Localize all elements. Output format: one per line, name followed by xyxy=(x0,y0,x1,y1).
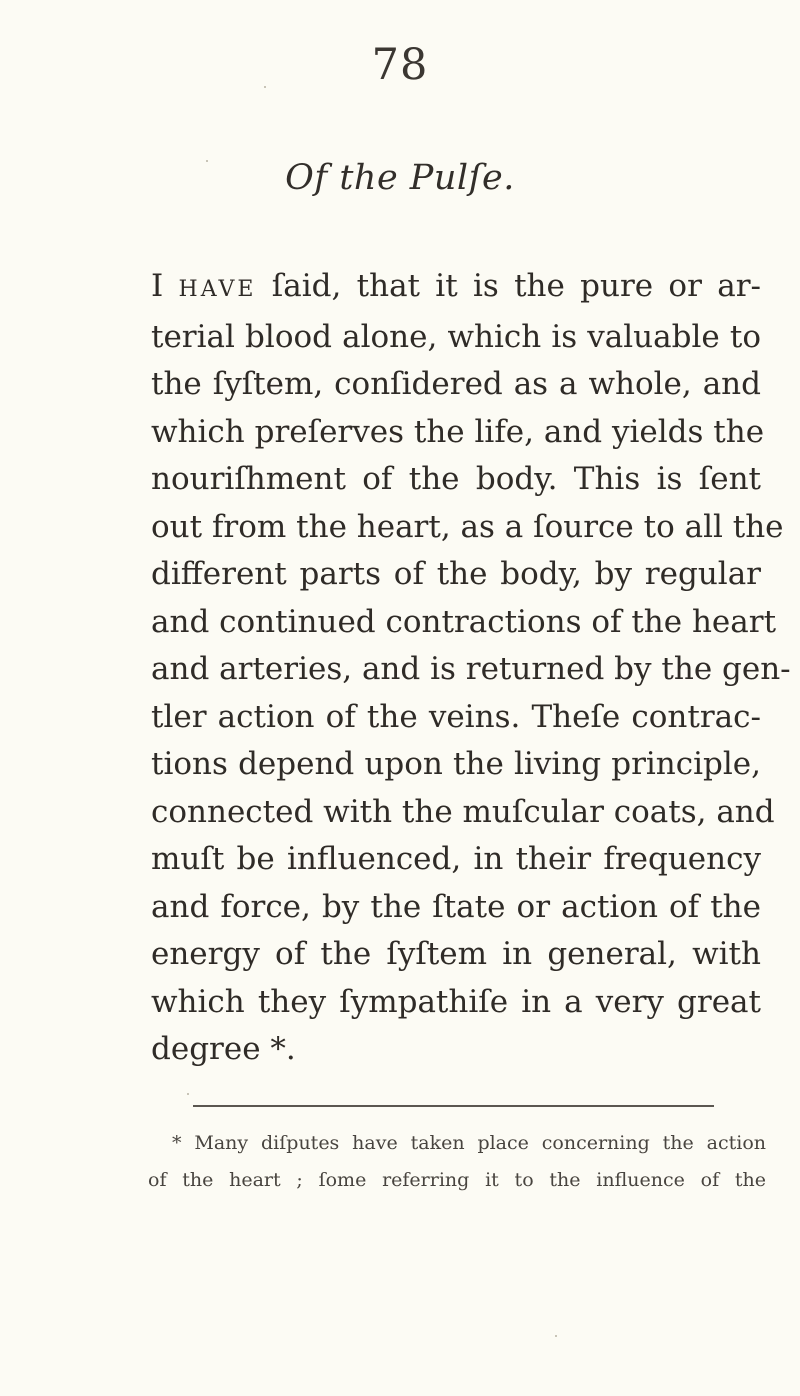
body-line: the ſyſtem, conſidered as a whole, and xyxy=(151,366,761,402)
body-line: degree *. xyxy=(151,1031,296,1067)
body-line: muſt be influenced, in their frequency xyxy=(151,841,761,877)
body-line: terial blood alone, which is valuable to xyxy=(151,318,761,355)
page-number: 78 xyxy=(371,40,429,90)
body-line: energy of the ſyſtem in general, with xyxy=(151,936,761,972)
body-line: which they ſympathiſe in a very great xyxy=(151,983,761,1020)
body-line: tler action of the veins. Theſe contrac- xyxy=(151,698,761,735)
body-line: and force, by the ſtate or action of the xyxy=(151,888,761,925)
opening-word: I xyxy=(151,268,164,304)
footnote-divider xyxy=(193,1105,714,1107)
body-line: different parts of the body, by regular xyxy=(151,556,761,592)
body-line: and continued contractions of the heart xyxy=(151,603,777,640)
paper-speck xyxy=(187,1093,189,1095)
body-line: tions depend upon the living principle, xyxy=(151,746,761,782)
body-line: connected with the muſcular coats, and xyxy=(151,793,775,830)
paper-speck xyxy=(264,86,266,88)
section-heading: Of the Pulſe. xyxy=(285,158,515,198)
body-line: nouriſhment of the body. This is ſent xyxy=(151,461,761,497)
paper-speck xyxy=(555,1335,557,1337)
body-line xyxy=(151,263,761,314)
footnote-line: * Many diſputes have taken place concerning the action xyxy=(172,1132,766,1154)
body-line-text: ſaid, that it is the pure or ar- xyxy=(256,268,761,304)
body-line: out from the heart, as a ſource to all the xyxy=(151,508,784,545)
body-line: and arteries, and is returned by the gen- xyxy=(151,651,791,687)
footnote xyxy=(148,1125,766,1199)
opening-small-caps: HAVE xyxy=(178,277,257,302)
paper-speck xyxy=(206,160,208,162)
body-line: which preſerves the life, and yields the xyxy=(151,413,765,450)
footnote-line: of the heart ; ſome referring it to the influence of the xyxy=(148,1169,766,1191)
body-paragraph xyxy=(151,263,791,1074)
